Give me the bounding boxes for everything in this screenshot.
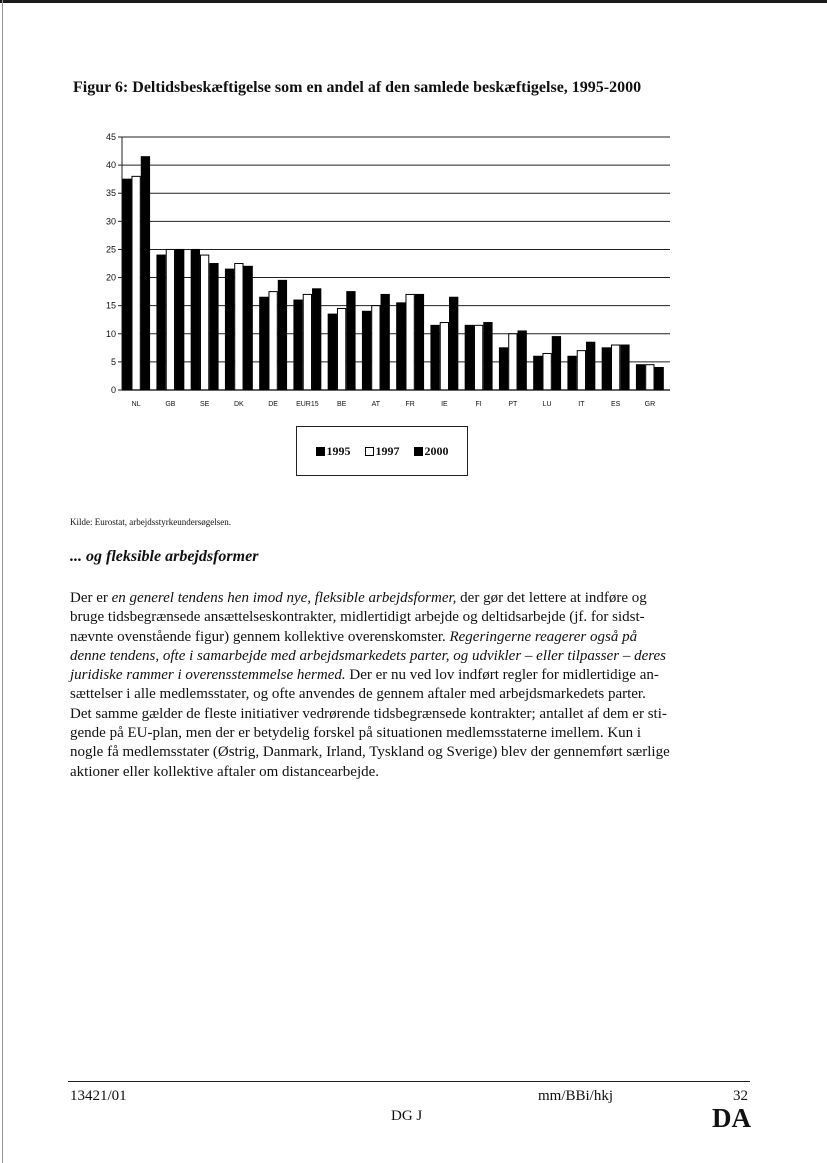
bar-1995-SE — [191, 249, 199, 390]
bar-2000-DE — [278, 280, 286, 390]
body-line — [70, 666, 770, 685]
body-italic-run: juridiske rammer i overensstemmelse hermed. — [70, 667, 346, 684]
bar-1995-IE — [431, 325, 439, 390]
body-line — [70, 589, 770, 608]
body-line — [70, 647, 770, 666]
x-tick-label: SE — [199, 401, 210, 408]
bar-1995-GB — [157, 255, 165, 390]
y-tick-label: 10 — [105, 328, 116, 339]
bar-1997-FI — [474, 325, 482, 390]
legend-label-1995: 1995 — [326, 443, 351, 458]
x-tick-label: NL — [131, 401, 141, 408]
bar-1995-FI — [465, 325, 473, 390]
bar-2000-AT — [381, 294, 389, 390]
bar-1997-FR — [406, 294, 414, 390]
y-tick-label: 15 — [105, 300, 116, 311]
bar-1997-NL — [132, 176, 140, 390]
x-tick-label: PT — [508, 401, 518, 408]
x-tick-label: AT — [371, 401, 381, 408]
body-text-run: nævnte ovenstående figur) gennem kollektive overenskomster. — [70, 628, 450, 645]
body-text-run: Der er — [70, 590, 112, 606]
bar-1995-DE — [260, 297, 268, 390]
bar-1995-EUR15 — [294, 300, 302, 390]
bar-2000-GB — [176, 249, 184, 390]
bar-1995-GR — [636, 365, 644, 390]
bar-1995-FR — [397, 303, 405, 390]
x-tick-label: DK — [234, 401, 244, 408]
x-tick-label: DE — [268, 401, 278, 408]
x-tick-label: IE — [441, 401, 448, 408]
x-tick-label: GB — [165, 401, 176, 408]
bar-1997-AT — [372, 306, 380, 390]
legend-label-1997: 1997 — [375, 443, 400, 458]
x-tick-label: FI — [475, 401, 482, 408]
y-tick-label: 35 — [105, 188, 116, 199]
section-heading: ... og fleksible arbejdsformer — [70, 548, 259, 565]
source-note: Kilde: Eurostat, arbejdsstyrkeundersøgelsen. — [70, 517, 231, 527]
top-border — [0, 0, 827, 3]
bar-1997-GB — [166, 249, 174, 390]
doc-reference: mm/BBi/hkj — [538, 1088, 614, 1104]
bar-2000-EUR15 — [313, 289, 321, 390]
body-text-run: bruge tidsbegrænsede ansættelseskontrakter, midlertidigt arbejde og deltidsarbejde (jf. for sidst- — [70, 609, 645, 626]
body-text-run: aktioner eller kollektive aftaler om distancearbejde. — [70, 763, 380, 780]
body-line — [70, 608, 770, 627]
bar-2000-NL — [141, 157, 149, 390]
bar-1995-IT — [568, 356, 576, 390]
bar-1997-EUR15 — [303, 294, 311, 390]
y-tick-label: 45 — [105, 132, 116, 142]
bar-2000-DK — [244, 266, 252, 390]
bar-1997-PT — [509, 334, 517, 390]
bar-1995-DK — [225, 269, 233, 390]
chart-legend — [296, 426, 468, 476]
body-line — [70, 705, 770, 724]
directorate: DG J — [391, 1108, 423, 1124]
bar-2000-FI — [484, 323, 492, 390]
body-paragraph — [70, 589, 770, 782]
bar-1997-DE — [269, 292, 277, 390]
bar-2000-SE — [210, 264, 218, 391]
body-text-run: Der er nu ved lov indført regler for midlertidige an- — [345, 667, 659, 684]
bar-2000-IE — [450, 297, 458, 390]
body-line — [70, 724, 770, 743]
bar-1995-ES — [602, 348, 610, 390]
y-tick-label: 40 — [105, 160, 116, 171]
language-code: DA — [712, 1103, 751, 1133]
bar-2000-PT — [518, 331, 526, 390]
bar-1997-SE — [200, 255, 208, 390]
y-tick-label: 5 — [110, 356, 116, 367]
bar-1995-AT — [362, 311, 370, 390]
footer-rule — [68, 1081, 750, 1082]
left-margin-line — [2, 0, 3, 1163]
x-tick-label: BE — [336, 401, 347, 408]
bar-1995-NL — [123, 179, 131, 390]
y-tick-label: 25 — [105, 244, 116, 255]
x-tick-label: EUR15 — [296, 401, 319, 408]
bar-1997-LU — [543, 353, 551, 390]
y-tick-label: 30 — [105, 216, 116, 227]
legend-item-1995 — [316, 444, 351, 459]
legend-item-2000 — [414, 444, 449, 459]
bar-1997-IE — [440, 323, 448, 390]
body-line — [70, 628, 770, 647]
legend-item-1997 — [365, 444, 400, 459]
figure-title: Figur 6: Deltidsbeskæftigelse som en andel af den samlede beskæftigelse, 1995-2000 — [73, 79, 642, 96]
x-tick-label: ES — [610, 401, 621, 408]
bar-2000-BE — [347, 292, 355, 390]
x-tick-label: GR — [644, 401, 656, 408]
bar-1997-BE — [337, 308, 345, 390]
body-italic-run: denne tendens, ofte i samarbejde med arbejdsmarkedets parter, og udvikler – eller tilpasser – deres — [70, 647, 667, 664]
body-line — [70, 685, 770, 704]
bar-1995-BE — [328, 314, 336, 390]
body-text-run: der gør det lettere at indføre og — [456, 590, 647, 606]
legend-swatch-1997 — [365, 447, 374, 456]
x-tick-label: LU — [542, 401, 552, 408]
bar-2000-ES — [621, 345, 629, 390]
legend-swatch-1995 — [316, 447, 325, 456]
legend-label-2000: 2000 — [424, 443, 449, 458]
body-line — [70, 763, 770, 782]
legend-swatch-2000 — [414, 447, 423, 456]
body-italic-run: Regeringerne reagerer også på — [449, 628, 638, 645]
bar-2000-LU — [552, 337, 560, 390]
body-line — [70, 743, 770, 762]
bar-2000-GR — [655, 368, 663, 390]
bar-1997-IT — [577, 351, 585, 390]
body-text-run: gende på EU-plan, men der er betydelig forskel på situationen medlemsstaterne imellem. Kun i — [70, 725, 642, 742]
body-text-run: sættelser i alle medlemsstater, og ofte anvendes de gennem aftaler med arbejdsmarkedets parter. — [70, 686, 646, 703]
page-number: 32 — [733, 1088, 748, 1104]
bar-1997-GR — [646, 365, 654, 390]
bar-1997-ES — [611, 345, 619, 390]
bar-2000-IT — [587, 342, 595, 390]
bar-chart — [95, 128, 675, 418]
x-tick-label: IT — [578, 401, 585, 408]
bar-2000-FR — [415, 294, 423, 390]
body-text-run: Det samme gælder de fleste initiativer vedrørende tidsbegrænsede kontrakter; antallet af dem er sti- — [70, 705, 667, 722]
y-tick-label: 20 — [105, 272, 116, 283]
bar-1995-LU — [534, 356, 542, 390]
bar-1997-DK — [235, 264, 243, 391]
bar-1995-PT — [499, 348, 507, 390]
doc-number: 13421/01 — [70, 1088, 127, 1104]
x-tick-label: FR — [405, 401, 415, 408]
y-tick-label: 0 — [110, 385, 116, 395]
body-text-run: nogle få medlemsstater (Østrig, Danmark, Irland, Tyskland og Sverige) blev der gennemført særlige — [70, 744, 670, 761]
body-italic-run: en generel tendens hen imod nye, fleksible arbejdsformer, — [111, 590, 457, 606]
